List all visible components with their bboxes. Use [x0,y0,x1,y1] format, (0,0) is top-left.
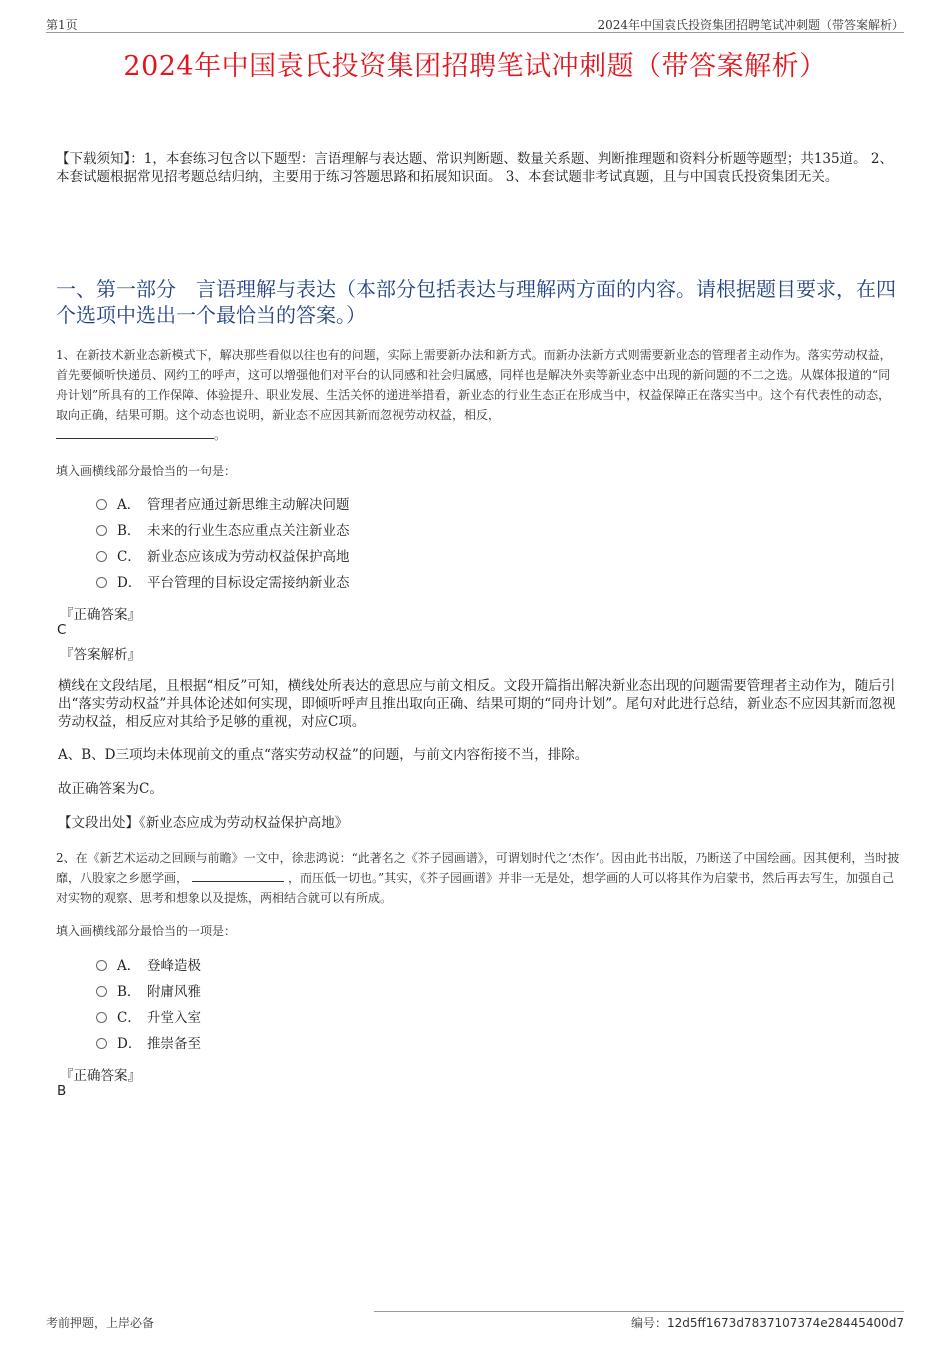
option-a[interactable]: A． 登峰造极 [96,953,201,979]
question-1-stem [56,345,901,445]
option-c[interactable]: C． 新业态应该成为劳动权益保护高地 [96,544,350,570]
radio-icon[interactable] [96,960,107,971]
analysis-paragraph-2: A、B、D三项均未体现前文的重点“落实劳动权益”的问题，与前文内容衔接不当，排除。 [58,747,589,763]
option-d[interactable]: D． 平台管理的目标设定需接纳新业态 [96,570,350,596]
header-doc-title: 2024年中国袁氏投资集团招聘笔试冲刺题（带答案解析） [597,18,904,32]
option-d[interactable]: D． 推崇备至 [96,1031,201,1057]
source-note: 【文段出处】《新业态应成为劳动权益保护高地》 [58,815,349,831]
radio-icon[interactable] [96,525,107,536]
option-c[interactable]: C． 升堂入室 [96,1005,201,1031]
code-value: 12d5ff1673d7837107374e28445400d7 [666,1316,904,1330]
option-a[interactable]: A． 管理者应通过新思维主动解决问题 [96,492,350,518]
question-2-stem: 2、在《新艺术运动之回顾与前瞻》一文中，徐悲鸿说：“此著名之《芥子园画谱》，可谓划时代之‘杰作’。因由此书出版，乃断送了中国绘画。因其便利，当时披靡，八股家之乡愿学画， ，而压低一切也。”其实，《芥子园画谱》并非一无是处，想学画的人可以将其作为启蒙书，然后再去写生，加强自己对实物的观察、思考和想象以及提炼，两相结合就可以有所成。 [56,851,900,905]
code-label: 编号： [630,1316,667,1330]
page-header [46,14,904,33]
radio-icon[interactable] [96,1038,107,1049]
answer-blank [192,868,284,882]
answer-label: 『正确答案』 [60,607,141,623]
document-title: 2024年中国袁氏投资集团招聘笔试冲刺题（带答案解析） [123,51,827,82]
analysis-paragraph-1: 横线在文段结尾，且根据“相反”可知，横线处所表达的意思应与前文相反。文段开篇指出解决新业态出现的问题需要管理者主动作为，随后引出“落实劳动权益”并具体论述如何实现，即倾听呼声且推出取向正确、结果可期的“同舟计划”。尾句对此进行总结，新业态不应因其新而忽视劳动权益，相反应对其给予足够的重视，对应C项。 [58,678,896,730]
analysis-label: 『答案解析』 [60,647,141,663]
analysis-paragraph-3: 故正确答案为C。 [58,781,163,797]
answer-value: B [57,1083,67,1099]
section-heading: 一、第一部分 言语理解与表达（本部分包括表达与理解两方面的内容。请根据题目要求，在四个选项中选出一个最恰当的答案。） [56,277,896,327]
question-2-options [96,953,201,1057]
question-1-end: 。 [214,428,227,442]
question-1-options [96,492,350,596]
answer-blank [56,425,214,439]
page-number: 第1页 [46,18,78,32]
radio-icon[interactable] [96,499,107,510]
footer-code [631,1314,904,1331]
footer-divider [374,1311,904,1312]
question-2-prompt: 填入画横线部分最恰当的一项是： [56,924,237,938]
question-1-prompt: 填入画横线部分最恰当的一句是： [56,464,237,478]
radio-icon[interactable] [96,1012,107,1023]
radio-icon[interactable] [96,577,107,588]
radio-icon[interactable] [96,551,107,562]
answer-value: C [57,622,67,638]
download-notice: 【下载须知】：1，本套练习包含以下题型：言语理解与表达题、常识判断题、数量关系题、判断推理题和资料分析题等题型；共135道。 2、本套试题根据常见招考题总结归纳，主要用于练习答题思路和拓展知识面。 3、本套试题非考试真题，且与中国袁氏投资集团无关。 [56,151,893,185]
question-1-text: 1、在新技术新业态新模式下，解决那些看似以往也有的问题，实际上需要新办法和新方式。而新办法新方式则需要新业态的管理者主动作为。落实劳动权益，首先要倾听快递员、网约工的呼声，这可以增强他们对平台的认同感和社会归属感，同样也是解决外卖等新业态中出现的新问题的不二之选。从媒体报道的“同舟计划”所具有的工作保障、体验提升、职业发展、生活关怀的递进举措看，新业态的行业生态正在形成当中，权益保障正在落实当中。这个有代表性的动态，取向正确，结果可期。这个动态也说明，新业态不应因其新而忽视劳动权益，相反， [56,348,892,422]
footer-slogan: 考前押题，上岸必备 [46,1316,155,1330]
option-b[interactable]: B． 附庸风雅 [96,979,201,1005]
option-b[interactable]: B． 未来的行业生态应重点关注新业态 [96,518,350,544]
radio-icon[interactable] [96,986,107,997]
answer-label: 『正确答案』 [60,1068,141,1084]
